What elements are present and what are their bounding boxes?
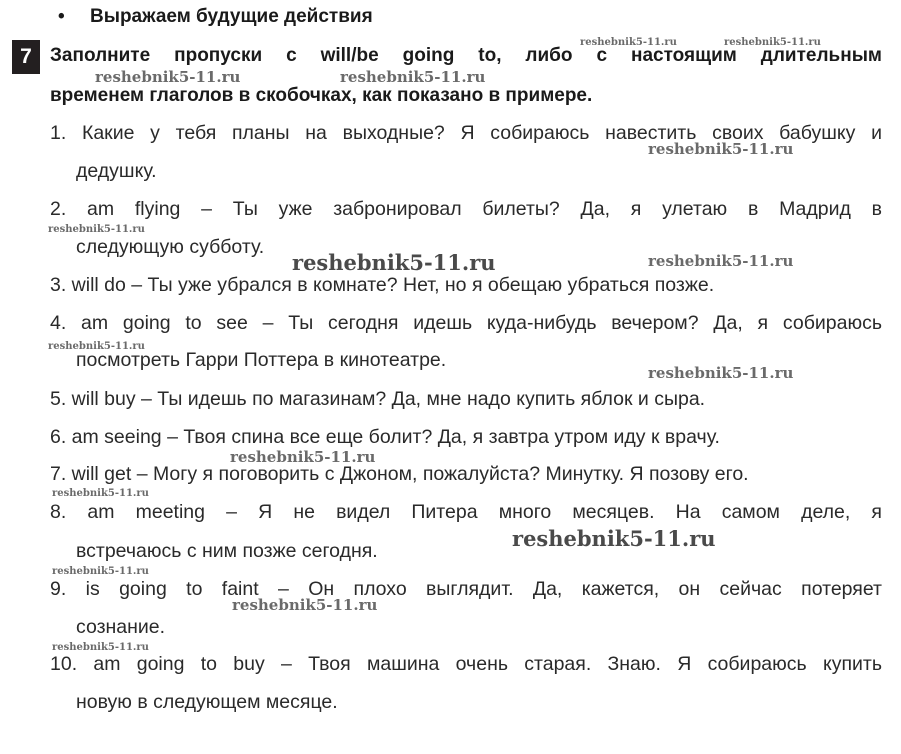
watermark: reshebnik5-11.ru bbox=[724, 37, 821, 48]
watermark: reshebnik5-11.ru bbox=[48, 341, 145, 352]
answer-line: 3. will do – Ты уже убрался в комнате? Нет, но я обещаю убраться позже. bbox=[50, 274, 715, 296]
watermark: reshebnik5-11.ru bbox=[52, 566, 149, 577]
section-title: Выражаем будущие действия bbox=[90, 6, 373, 27]
answer-line-continuation: новую в следующем месяце. bbox=[76, 691, 338, 713]
bullet-icon: • bbox=[58, 6, 65, 27]
answer-line-continuation: сознание. bbox=[76, 616, 166, 638]
answer-line: 10. am going to buy – Твоя машина очень старая. Знаю. Я собираюсь купить bbox=[50, 653, 882, 675]
answer-line: 9. is going to faint – Он плохо выглядит. Да, кажется, он сейчас потеряет bbox=[50, 578, 882, 600]
answer-line: 6. am seeing – Твоя спина все еще болит? Да, я завтра утром иду к врачу. bbox=[50, 426, 720, 448]
watermark: reshebnik5-11.ru bbox=[292, 250, 496, 275]
answer-line: 1. Какие у тебя планы на выходные? Я собираюсь навестить своих бабушку и bbox=[50, 122, 882, 144]
instruction-line-2: временем глаголов в скобочках, как показано в примере. bbox=[50, 85, 593, 106]
answer-line-continuation: следующую субботу. bbox=[76, 236, 265, 258]
watermark: reshebnik5-11.ru bbox=[648, 252, 794, 270]
watermark: reshebnik5-11.ru bbox=[95, 68, 241, 86]
watermark: reshebnik5-11.ru bbox=[512, 526, 716, 551]
answer-line: 7. will get – Могу я поговорить с Джоном, пожалуйста? Минутку. Я позову его. bbox=[50, 463, 749, 485]
answer-line-continuation: встречаюсь с ним позже сегодня. bbox=[76, 540, 378, 562]
instruction-line-1: Заполните пропуски с will/be going to, либо с настоящим длительным bbox=[50, 45, 882, 66]
watermark: reshebnik5-11.ru bbox=[232, 596, 378, 614]
watermark: reshebnik5-11.ru bbox=[648, 364, 794, 382]
watermark: reshebnik5-11.ru bbox=[230, 448, 376, 466]
answer-line: 5. will buy – Ты идешь по магазинам? Да, мне надо купить яблок и сыра. bbox=[50, 388, 706, 410]
watermark: reshebnik5-11.ru bbox=[52, 488, 149, 499]
exercise-number: 7 bbox=[12, 40, 40, 74]
answer-line-continuation: посмотреть Гарри Поттера в кинотеатре. bbox=[76, 349, 447, 371]
answer-line: 2. am flying – Ты уже забронировал билеты? Да, я улетаю в Мадрид в bbox=[50, 198, 882, 220]
watermark: reshebnik5-11.ru bbox=[48, 224, 145, 235]
watermark: reshebnik5-11.ru bbox=[340, 68, 486, 86]
answer-line-continuation: дедушку. bbox=[76, 160, 157, 182]
answer-line: 4. am going to see – Ты сегодня идешь куда-нибудь вечером? Да, я собираюсь bbox=[50, 312, 882, 334]
watermark: reshebnik5-11.ru bbox=[580, 37, 677, 48]
watermark: reshebnik5-11.ru bbox=[648, 140, 794, 158]
answer-line: 8. am meeting – Я не видел Питера много месяцев. На самом деле, я bbox=[50, 501, 882, 523]
watermark: reshebnik5-11.ru bbox=[52, 642, 149, 653]
